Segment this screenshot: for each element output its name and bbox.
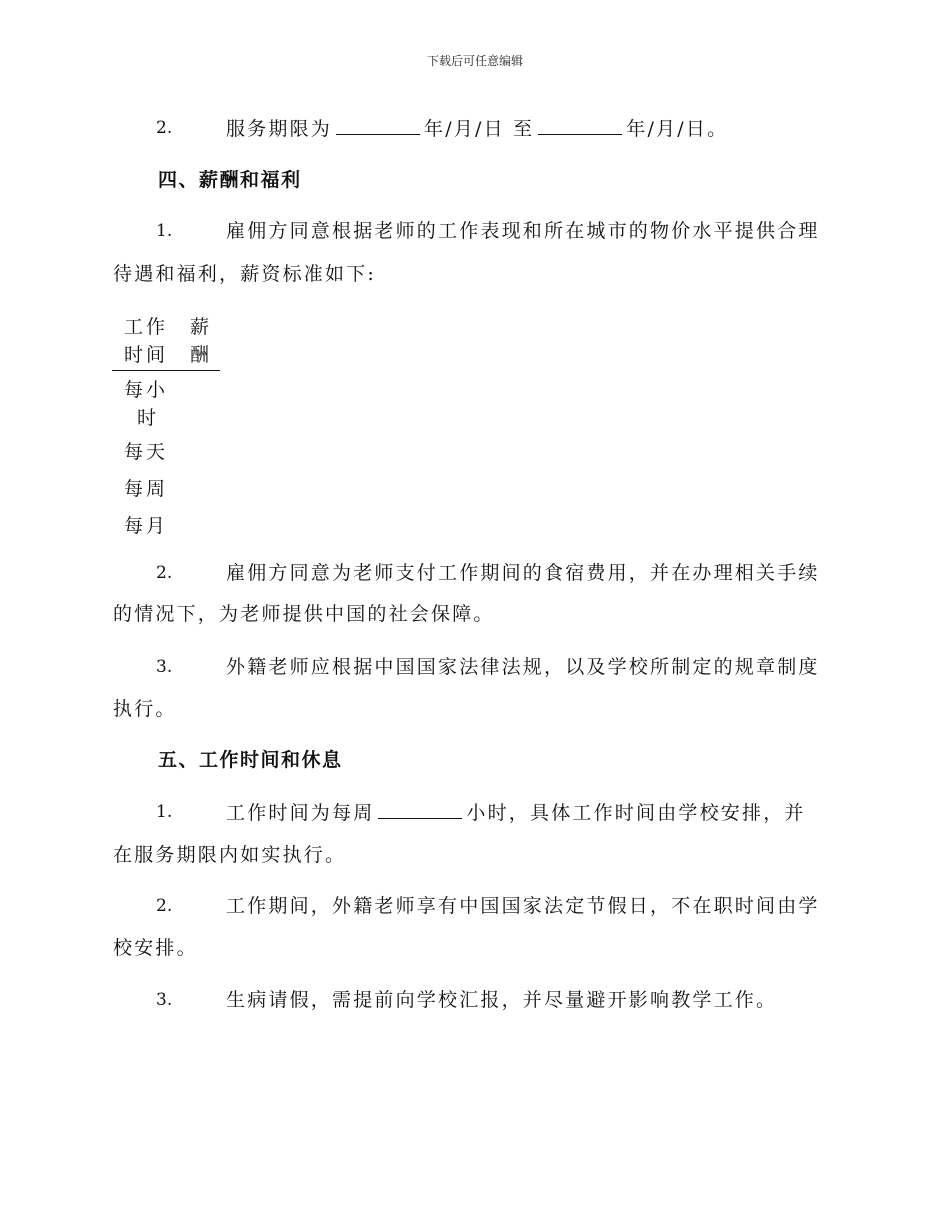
table-row: 每天	[124, 441, 169, 463]
paragraph-line: 雇佣方同意为老师支付工作期间的食宿费用，并在办理相关手续	[226, 562, 820, 584]
table-header-salary	[190, 313, 212, 369]
list-number: 2.	[156, 118, 173, 138]
paragraph-line	[226, 800, 806, 825]
table-row: 每月	[124, 515, 169, 537]
section-heading-work-time: 五、工作时间和休息	[158, 749, 343, 771]
list-number: 3.	[156, 657, 173, 677]
paragraph-line: 校安排。	[113, 937, 198, 959]
paragraph-line: 的情况下，为老师提供中国的社会保障。	[113, 603, 495, 625]
table-header-text: 薪	[190, 316, 213, 338]
list-number: 1.	[156, 802, 173, 822]
service-term-label: 服务期限为	[226, 118, 333, 140]
paragraph-line: 雇佣方同意根据老师的工作表现和所在城市的物价水平提供合理	[226, 220, 820, 242]
table-cell-text: 时	[137, 407, 160, 429]
weekly-hours-blank[interactable]	[378, 800, 462, 819]
work-hours-text: 小时，具体工作时间由学校安排，并	[466, 802, 806, 824]
table-row: 每周	[124, 478, 169, 500]
date-format-text: 年/月/日 至	[424, 118, 535, 140]
table-header-text: 酬	[190, 344, 213, 366]
list-number: 3.	[156, 990, 173, 1010]
paragraph-line: 工作期间，外籍老师享有中国国家法定节假日，不在职时间由学	[226, 895, 820, 917]
paragraph-line: 生病请假，需提前向学校汇报，并尽量避开影响教学工作。	[226, 989, 778, 1011]
end-date-blank[interactable]	[538, 116, 622, 135]
paragraph-line: 执行。	[113, 698, 177, 720]
start-date-blank[interactable]	[336, 116, 420, 135]
paragraph-line: 外籍老师应根据中国国家法律法规，以及学校所制定的规章制度	[226, 656, 820, 678]
page-header: 下载后可任意编辑	[426, 54, 523, 68]
table-header-text: 工作	[124, 316, 169, 338]
table-header-work-time	[124, 313, 168, 369]
list-number: 2.	[156, 896, 173, 916]
service-term-line	[226, 116, 728, 141]
table-divider	[112, 370, 220, 371]
work-hours-label: 工作时间为每周	[226, 802, 375, 824]
list-number: 2.	[156, 563, 173, 583]
date-format-end-text: 年/月/日。	[626, 118, 729, 140]
table-row	[124, 376, 168, 432]
list-number: 1.	[156, 221, 173, 241]
table-header-text: 时间	[124, 344, 169, 366]
paragraph-line: 在服务期限内如实执行。	[113, 844, 347, 866]
section-heading-salary: 四、薪酬和福利	[158, 169, 302, 191]
paragraph-line: 待遇和福利，薪资标准如下:	[113, 263, 377, 285]
table-cell-text: 每小	[124, 379, 169, 401]
